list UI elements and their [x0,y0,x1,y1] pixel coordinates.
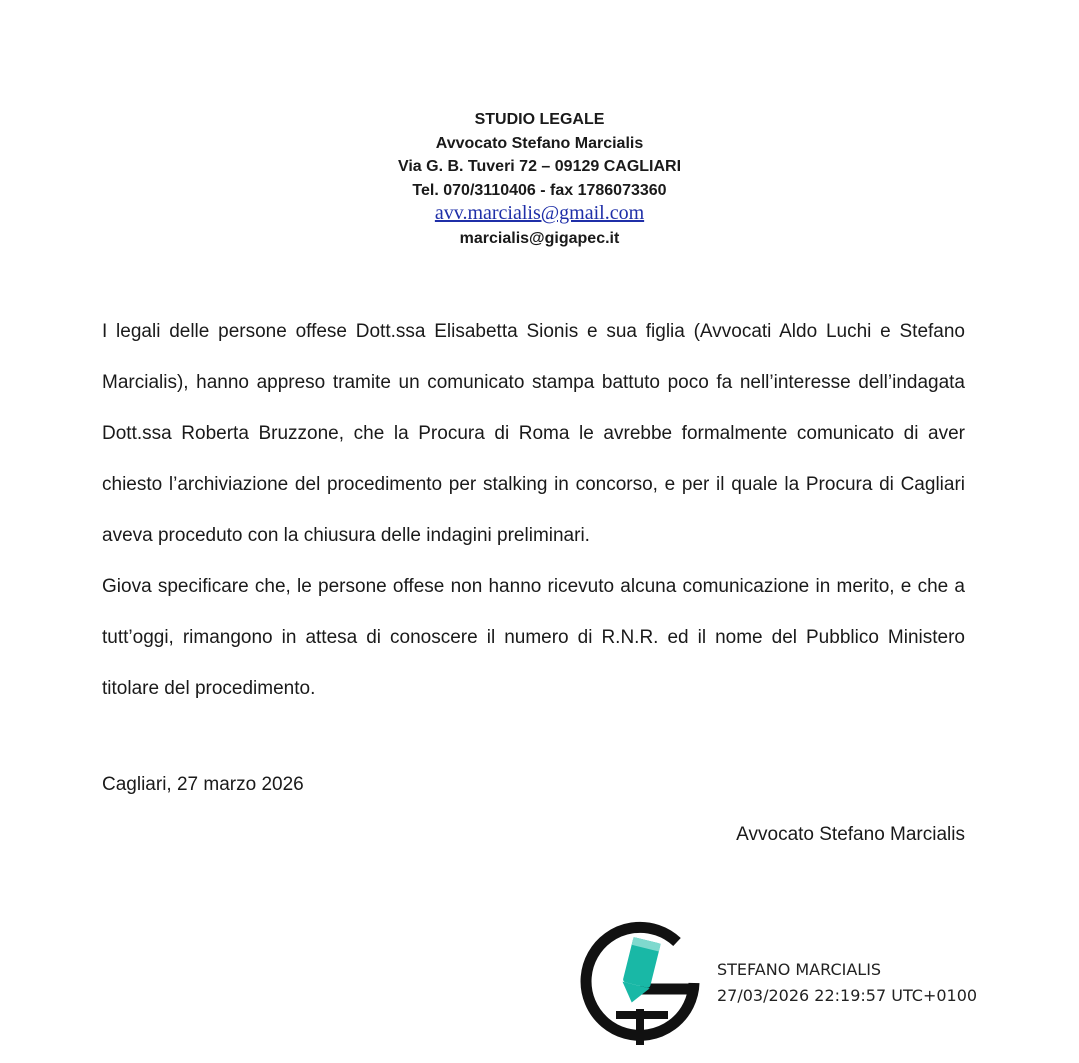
place-and-date: Cagliari, 27 marzo 2026 [102,774,304,795]
signer-name: Avvocato Stefano Marcialis [736,824,965,845]
press-release-body [102,306,965,714]
letterhead [0,108,1079,250]
letterhead-pec: marcialis@gigapec.it [459,229,620,247]
digital-signature-stamp [576,917,1016,1047]
letterhead-title: STUDIO LEGALE [474,111,605,128]
letterhead-lawyer-name: Avvocato Stefano Marcialis [435,134,644,152]
digital-signature-details [717,957,977,1009]
email-link[interactable]: avv.marcialis@gmail.com [434,202,645,224]
signature-holder-name: STEFANO MARCIALIS [717,960,882,979]
letterhead-phone-fax: Tel. 070/3110406 - fax 1786073360 [412,181,667,199]
pen-signature-icon [576,917,704,1045]
body-paragraph-1: I legali delle persone offese Dott.ssa Elisabetta Sionis e sua figlia (Avvocati Aldo Luchi e Stefano Marcialis), hanno appreso tramite un comunicato stampa battuto poco fa nell’interesse dell’indagata Dott.ssa Roberta Bruzzone, che la Procura di Roma le avrebbe formalmente comunicato di aver chiesto l’archiviazione del procedimento per stalking in concorso, e per il quale la Procura di Cagliari aveva proceduto con la chiusura delle indagini preliminari. [102,321,965,546]
body-paragraph-2: Giova specificare che, le persone offese non hanno ricevuto alcuna comunicazione in merito, e che a tutt’oggi, rimangono in attesa di conoscere il numero di R.N.R. ed il nome del Pubblico Ministero titolare del procedimento. [102,576,965,699]
signature-timestamp: 27/03/2026 22:19:57 UTC+0100 [717,986,978,1005]
letterhead-address: Via G. B. Tuveri 72 – 09129 CAGLIARI [397,158,682,175]
